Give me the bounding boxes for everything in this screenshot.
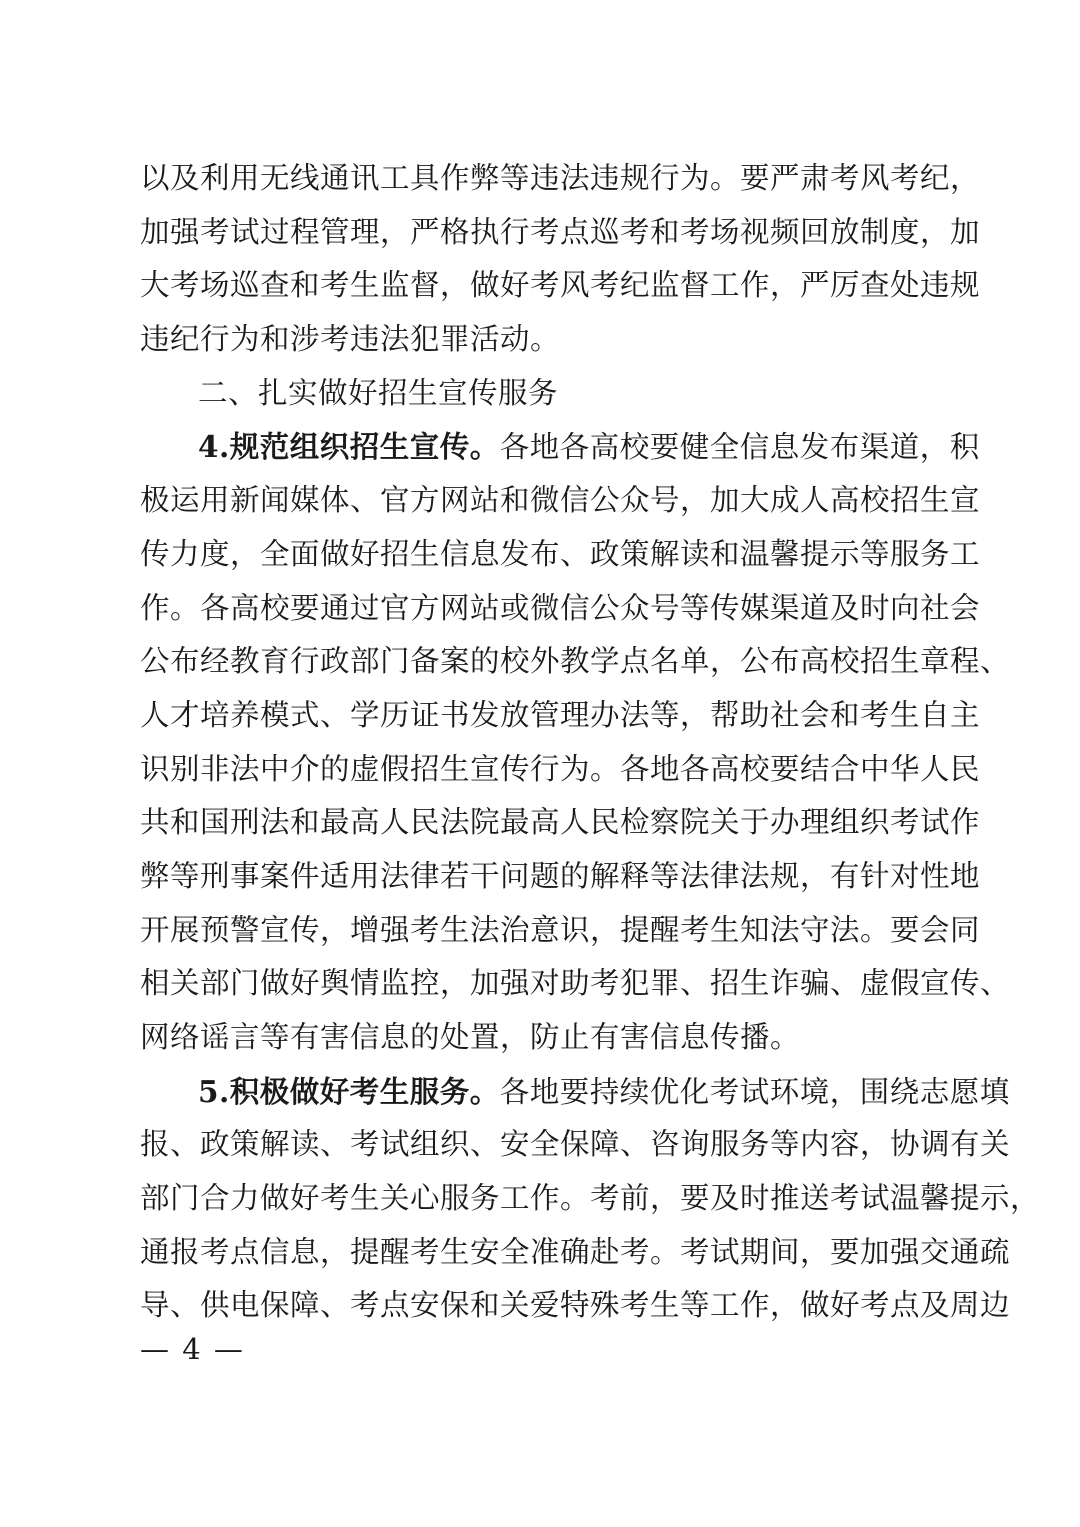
- item-5-first-line-text: 各地要持续优化考试环境，围绕志愿填: [499, 1074, 1010, 1109]
- paragraph-line: 大考场巡查和考生监督，做好考风考纪监督工作，严厉查处违规: [140, 268, 981, 303]
- paragraph-line: 导、供电保障、考点安保和关爱特殊考生等工作，做好考点及周边: [140, 1288, 1011, 1323]
- paragraph-line: 作。各高校要通过官方网站或微信公众号等传媒渠道及时向社会: [140, 590, 981, 625]
- paragraph-line: 开展预警宣传，增强考生法治意识，提醒考生知法守法。要会同: [140, 912, 981, 947]
- section-heading: 二、扎实做好招生宣传服务: [198, 375, 559, 410]
- paragraph-line: 共和国刑法和最高人民法院最高人民检察院关于办理组织考试作: [140, 805, 981, 840]
- item-5-title: 5.积极做好考生服务。: [198, 1073, 500, 1109]
- paragraph-line: 通报考点信息，提醒考生安全准确赴考。考试期间，要加强交通疏: [140, 1234, 1011, 1269]
- document-body: [140, 152, 1041, 1333]
- paragraph-line: 违纪行为和涉考违法犯罪活动。: [140, 322, 561, 357]
- paragraph-line: 网络谣言等有害信息的处置，防止有害信息传播。: [140, 1020, 801, 1054]
- item-5-first-line: [140, 1065, 1010, 1119]
- paragraph-line: 识别非法中介的虚假招生宣传行为。各地各高校要结合中华人民: [140, 751, 981, 786]
- paragraph-line: 相关部门做好舆情监控，加强对助考犯罪、招生诈骗、虚假宣传、: [140, 966, 1011, 1001]
- item-4-first-line-text: 各地各高校要健全信息发布渠道，积: [499, 430, 980, 465]
- paragraph-line: 部门合力做好考生关心服务工作。考前，要及时推送考试温馨提示，: [140, 1181, 1041, 1216]
- paragraph-line: 传力度，全面做好招生信息发布、政策解读和温馨提示等服务工: [140, 536, 981, 571]
- item-4-title: 4.规范组织招生宣传。: [198, 429, 500, 465]
- paragraph-line: 加强考试过程管理，严格执行考点巡考和考场视频回放制度，加: [140, 214, 981, 249]
- paragraph-line: 人才培养模式、学历证书发放管理办法等，帮助社会和考生自主: [140, 697, 981, 732]
- paragraph-line: 报、政策解读、考试组织、安全保障、咨询服务等内容，协调有关: [140, 1127, 1011, 1162]
- paragraph-line: 极运用新闻媒体、官方网站和微信公众号，加大成人高校招生宣: [140, 483, 981, 518]
- paragraph-line: 以及利用无线通讯工具作弊等违法违规行为。要严肃考风考纪，: [140, 161, 981, 195]
- page-number: — 4 —: [140, 1332, 245, 1366]
- paragraph-line: 弊等刑事案件适用法律若干问题的解释等法律法规，有针对性地: [140, 858, 981, 893]
- paragraph-line: 公布经教育行政部门备案的校外教学点名单，公布高校招生章程、: [140, 644, 1011, 679]
- item-4-first-line: [140, 420, 980, 474]
